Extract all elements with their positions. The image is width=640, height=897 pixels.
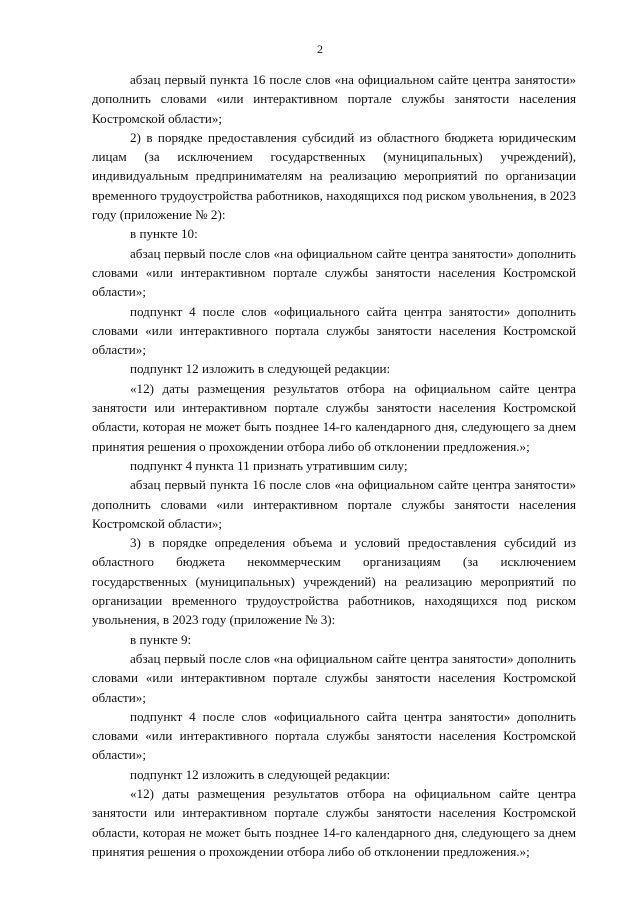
paragraph-p16-amendment-1: абзац первый пункта 16 после слов «на официальном сайте центра занятости» дополнить словами «или интерактивном портале службы занятости населения Костромской области»; bbox=[92, 72, 576, 126]
paragraph-p16-amendment-2: абзац первый пункта 16 после слов «на официальном сайте центра занятости» дополнить словами «или интерактивном портале службы занятости населения Костромской области»; bbox=[92, 477, 576, 531]
paragraph-subpoint-12-intro-2: подпункт 12 изложить в следующей редакции: bbox=[130, 766, 391, 782]
paragraph-subpoint-4-amendment-2: подпункт 4 после слов «официального сайта центра занятости» дополнить словами «или интерактивного портала службы занятости населения Костромской области»; bbox=[92, 708, 576, 763]
paragraph-in-point-10: в пункте 10: bbox=[130, 226, 198, 242]
paragraph-first-para-amendment-1: абзац первый после слов «на официальном сайте центра занятости» дополнить словами «или интерактивном портале службы занятости населения Костромской области»; bbox=[92, 245, 576, 300]
paragraph-in-point-9: в пункте 9: bbox=[130, 631, 192, 647]
paragraph-subpoint-4-amendment-1: подпункт 4 после слов «официального сайта центра занятости» дополнить словами «или интерактивного портала службы занятости населения Костромской области»; bbox=[92, 303, 576, 358]
document-body bbox=[92, 70, 576, 861]
paragraph-item-2-legal-entities: 2) в порядке предоставления субсидий из областного бюджета юридическим лицам (за исключением государственных (муниципальных) учреждений), индивидуальным предпринимателям на реализацию мероприятий по организации временного трудоустройства работников, находящихся под риском увольнения, в 2023 году (приложение № 2): bbox=[92, 129, 576, 223]
paragraph-subpoint-12-intro-1: подпункт 12 изложить в следующей редакции: bbox=[130, 361, 391, 377]
paragraph-first-para-amendment-2: абзац первый после слов «на официальном сайте центра занятости» дополнить словами «или интерактивном портале службы занятости населения Костромской области»; bbox=[92, 650, 576, 705]
paragraph-subpoint-4-point-11-void: подпункт 4 пункта 11 признать утратившим силу; bbox=[130, 457, 408, 473]
page-number: 2 bbox=[317, 42, 323, 56]
paragraph-item-3-nonprofits: 3) в порядке определения объема и условий предоставления субсидий из областного бюджета некоммерческим организациям (за исключением государственных (муниципальных) учреждений) на реализацию мероприятий по организации временного трудоустройства работников, находящихся под риском увольнения, в 2023 году (приложение № 3): bbox=[92, 535, 576, 628]
paragraph-subpoint-12-text-2: «12) даты размещения результатов отбора на официальном сайте центра занятости или интерактивном портале службы занятости населения Костромской области, которая не может быть позднее 14-го календарного дня, следующего за днем принятия решения о прохождении отбора либо об отклонении предложения.»; bbox=[92, 785, 576, 859]
paragraph-subpoint-12-text-1: «12) даты размещения результатов отбора на официальном сайте центра занятости или интерактивном портале службы занятости населения Костромской области, которая не может быть позднее 14-го календарного дня, следующего за днем принятия решения о прохождении отбора либо об отклонении предложения.»; bbox=[92, 380, 576, 454]
